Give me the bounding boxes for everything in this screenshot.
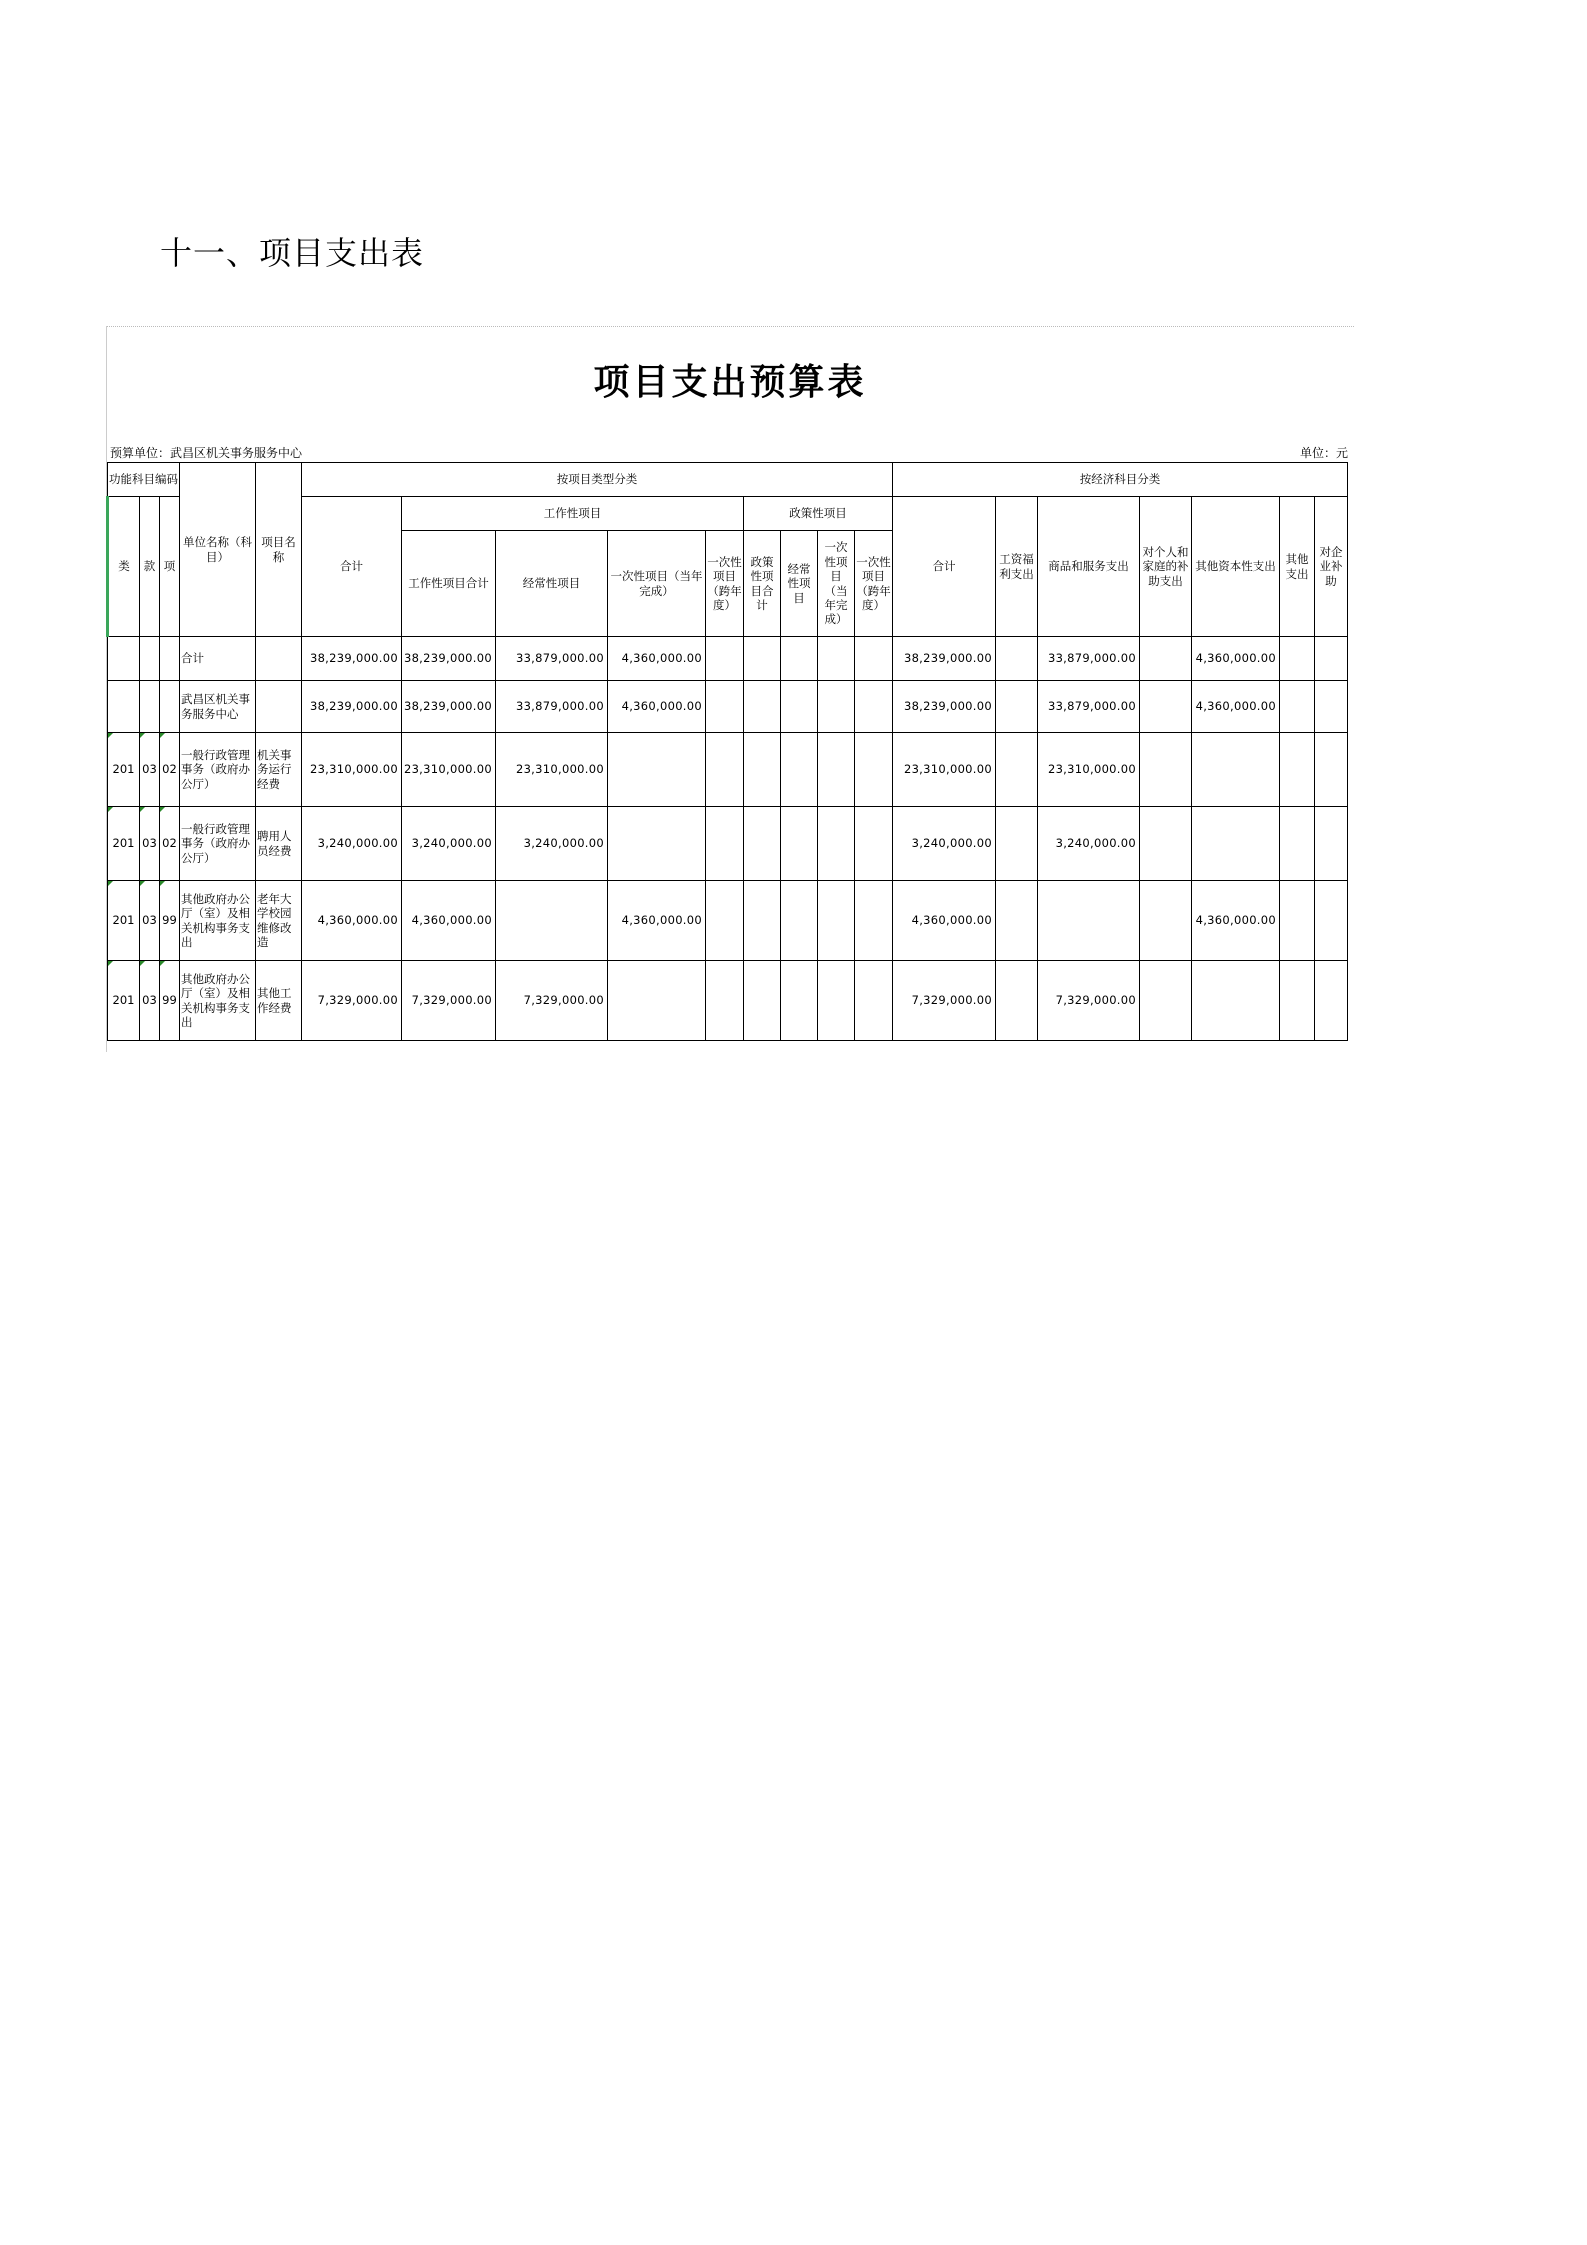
header-total: 合计 bbox=[302, 497, 402, 637]
cell-xiang: 99 bbox=[160, 961, 180, 1041]
cell-empty bbox=[818, 961, 855, 1041]
cell-goods: 3,240,000.00 bbox=[1038, 807, 1140, 881]
cell-empty bbox=[996, 733, 1038, 807]
header-other-capital: 其他资本性支出 bbox=[1192, 497, 1280, 637]
cell-project: 机关事务运行经费 bbox=[256, 733, 302, 807]
cell-econ-total: 3,240,000.00 bbox=[893, 807, 996, 881]
cell-other-capital: 4,360,000.00 bbox=[1192, 681, 1280, 733]
unit-label: 单位：元 bbox=[1299, 446, 1348, 460]
cell-empty bbox=[706, 961, 744, 1041]
cell-project bbox=[256, 637, 302, 681]
cell-empty bbox=[781, 881, 818, 961]
cell-project bbox=[256, 681, 302, 733]
cell-empty bbox=[1315, 807, 1348, 881]
cell-project: 其他工作经费 bbox=[256, 961, 302, 1041]
section-title: 十一、项目支出表 bbox=[160, 234, 425, 272]
header-work-total: 工作性项目合计 bbox=[402, 531, 496, 637]
cell-kuan: 03 bbox=[140, 961, 160, 1041]
cell-econ-total: 4,360,000.00 bbox=[893, 881, 996, 961]
cell-empty bbox=[996, 681, 1038, 733]
cell-unit: 一般行政管理事务（政府办公厅） bbox=[180, 733, 256, 807]
cell-other-capital: 4,360,000.00 bbox=[1192, 881, 1280, 961]
table-row bbox=[108, 733, 1348, 807]
cell-other-capital bbox=[1192, 733, 1280, 807]
cell-unit: 其他政府办公厅（室）及相关机构事务支出 bbox=[180, 881, 256, 961]
cell-empty bbox=[855, 961, 893, 1041]
cell-empty bbox=[1315, 681, 1348, 733]
cell-empty bbox=[744, 961, 781, 1041]
cell-lei: 201 bbox=[108, 807, 140, 881]
cell-other-capital bbox=[1192, 807, 1280, 881]
table-row bbox=[108, 637, 1348, 681]
cell-total: 38,239,000.00 bbox=[302, 681, 402, 733]
cell-empty bbox=[744, 637, 781, 681]
cell-lei bbox=[108, 637, 140, 681]
cell-empty bbox=[1140, 733, 1192, 807]
header-policy-one-time-cross: 一次性项目（跨年度） bbox=[855, 531, 893, 637]
cell-regular: 23,310,000.00 bbox=[496, 733, 608, 807]
cell-one-time: 4,360,000.00 bbox=[608, 681, 706, 733]
cell-kuan: 03 bbox=[140, 733, 160, 807]
table-row bbox=[108, 881, 1348, 961]
cell-empty bbox=[744, 881, 781, 961]
cell-total: 3,240,000.00 bbox=[302, 807, 402, 881]
cell-empty bbox=[781, 807, 818, 881]
cell-empty bbox=[1140, 637, 1192, 681]
cell-empty bbox=[706, 637, 744, 681]
cell-xiang bbox=[160, 681, 180, 733]
cell-project: 老年大学校园维修改造 bbox=[256, 881, 302, 961]
cell-empty bbox=[855, 733, 893, 807]
header-kuan: 款 bbox=[140, 497, 160, 637]
header-by-project-type: 按项目类型分类 bbox=[302, 463, 893, 497]
cell-empty bbox=[855, 807, 893, 881]
header-wage-welfare: 工资福利支出 bbox=[996, 497, 1038, 637]
cell-unit: 其他政府办公厅（室）及相关机构事务支出 bbox=[180, 961, 256, 1041]
cell-empty bbox=[855, 681, 893, 733]
cell-empty bbox=[818, 733, 855, 807]
cell-empty bbox=[996, 881, 1038, 961]
cell-lei bbox=[108, 681, 140, 733]
cell-unit: 合计 bbox=[180, 637, 256, 681]
cell-empty bbox=[744, 807, 781, 881]
cell-work-total: 4,360,000.00 bbox=[402, 881, 496, 961]
header-lei: 类 bbox=[108, 497, 140, 637]
header-personal-subsidy: 对个人和家庭的补助支出 bbox=[1140, 497, 1192, 637]
cell-empty bbox=[1140, 807, 1192, 881]
cell-kuan: 03 bbox=[140, 807, 160, 881]
cell-one-time bbox=[608, 961, 706, 1041]
cell-empty bbox=[1280, 807, 1315, 881]
cell-empty bbox=[1280, 881, 1315, 961]
header-econ-total: 合计 bbox=[893, 497, 996, 637]
cell-goods: 23,310,000.00 bbox=[1038, 733, 1140, 807]
cell-xiang bbox=[160, 637, 180, 681]
cell-work-total: 38,239,000.00 bbox=[402, 637, 496, 681]
header-func-code: 功能科目编码 bbox=[108, 463, 180, 497]
header-policy-total: 政策性项目合计 bbox=[744, 531, 781, 637]
cell-kuan bbox=[140, 637, 160, 681]
cell-empty bbox=[818, 807, 855, 881]
cell-one-time: 4,360,000.00 bbox=[608, 637, 706, 681]
cell-regular: 33,879,000.00 bbox=[496, 637, 608, 681]
sheet-top-border bbox=[106, 326, 1354, 327]
cell-kuan bbox=[140, 681, 160, 733]
cell-total: 4,360,000.00 bbox=[302, 881, 402, 961]
cell-other-capital: 4,360,000.00 bbox=[1192, 637, 1280, 681]
cell-empty bbox=[818, 637, 855, 681]
budget-sheet bbox=[106, 326, 1354, 1052]
project-expenditure-table bbox=[106, 462, 1348, 1041]
cell-lei: 201 bbox=[108, 961, 140, 1041]
header-one-time-current: 一次性项目（当年完成） bbox=[608, 531, 706, 637]
cell-regular: 33,879,000.00 bbox=[496, 681, 608, 733]
header-policy-one-time-current: 一次性项目（当年完成） bbox=[818, 531, 855, 637]
cell-work-total: 7,329,000.00 bbox=[402, 961, 496, 1041]
cell-goods: 33,879,000.00 bbox=[1038, 637, 1140, 681]
header-by-econ: 按经济科目分类 bbox=[893, 463, 1348, 497]
header-project-name: 项目名称 bbox=[256, 463, 302, 637]
cell-work-total: 3,240,000.00 bbox=[402, 807, 496, 881]
cell-regular: 3,240,000.00 bbox=[496, 807, 608, 881]
cell-empty bbox=[1280, 681, 1315, 733]
cell-empty bbox=[1315, 961, 1348, 1041]
cell-unit: 武昌区机关事务服务中心 bbox=[180, 681, 256, 733]
cell-regular bbox=[496, 881, 608, 961]
cell-empty bbox=[1140, 961, 1192, 1041]
cell-empty bbox=[1140, 881, 1192, 961]
cell-goods: 33,879,000.00 bbox=[1038, 681, 1140, 733]
cell-work-total: 38,239,000.00 bbox=[402, 681, 496, 733]
cell-one-time: 4,360,000.00 bbox=[608, 881, 706, 961]
budget-unit-label: 预算单位：武昌区机关事务服务中心 bbox=[110, 446, 303, 460]
cell-regular: 7,329,000.00 bbox=[496, 961, 608, 1041]
cell-empty bbox=[1280, 733, 1315, 807]
cell-one-time bbox=[608, 807, 706, 881]
header-one-time-cross: 一次性项目（跨年度） bbox=[706, 531, 744, 637]
cell-empty bbox=[996, 961, 1038, 1041]
cell-empty bbox=[996, 807, 1038, 881]
table-title: 项目支出预算表 bbox=[593, 361, 867, 403]
cell-lei: 201 bbox=[108, 733, 140, 807]
cell-econ-total: 7,329,000.00 bbox=[893, 961, 996, 1041]
cell-kuan: 03 bbox=[140, 881, 160, 961]
header-enterprise-subsidy: 对企业补助 bbox=[1315, 497, 1348, 637]
cell-work-total: 23,310,000.00 bbox=[402, 733, 496, 807]
header-policy-projects: 政策性项目 bbox=[744, 497, 893, 531]
cell-unit: 一般行政管理事务（政府办公厅） bbox=[180, 807, 256, 881]
header-goods-services: 商品和服务支出 bbox=[1038, 497, 1140, 637]
cell-goods: 7,329,000.00 bbox=[1038, 961, 1140, 1041]
table-row bbox=[108, 961, 1348, 1041]
cell-econ-total: 38,239,000.00 bbox=[893, 681, 996, 733]
cell-econ-total: 38,239,000.00 bbox=[893, 637, 996, 681]
cell-goods bbox=[1038, 881, 1140, 961]
cell-project: 聘用人员经费 bbox=[256, 807, 302, 881]
cell-econ-total: 23,310,000.00 bbox=[893, 733, 996, 807]
header-work-projects: 工作性项目 bbox=[402, 497, 744, 531]
cell-empty bbox=[744, 733, 781, 807]
cell-lei: 201 bbox=[108, 881, 140, 961]
header-xiang: 项 bbox=[160, 497, 180, 637]
cell-empty bbox=[818, 681, 855, 733]
header-policy-regular: 经常性项目 bbox=[781, 531, 818, 637]
cell-empty bbox=[1140, 681, 1192, 733]
header-other-exp: 其他支出 bbox=[1280, 497, 1315, 637]
cell-other-capital bbox=[1192, 961, 1280, 1041]
cell-one-time bbox=[608, 733, 706, 807]
cell-empty bbox=[1280, 961, 1315, 1041]
cell-empty bbox=[781, 681, 818, 733]
cell-empty bbox=[781, 637, 818, 681]
table-row bbox=[108, 807, 1348, 881]
cell-empty bbox=[818, 881, 855, 961]
table-row bbox=[108, 681, 1348, 733]
cell-empty bbox=[781, 961, 818, 1041]
cell-empty bbox=[706, 807, 744, 881]
header-unit-name: 单位名称（科目） bbox=[180, 463, 256, 637]
cell-empty bbox=[855, 881, 893, 961]
cell-total: 7,329,000.00 bbox=[302, 961, 402, 1041]
cell-empty bbox=[996, 637, 1038, 681]
cell-empty bbox=[855, 637, 893, 681]
cell-empty bbox=[706, 681, 744, 733]
cell-xiang: 02 bbox=[160, 807, 180, 881]
cell-xiang: 99 bbox=[160, 881, 180, 961]
cell-xiang: 02 bbox=[160, 733, 180, 807]
header-regular: 经常性项目 bbox=[496, 531, 608, 637]
cell-empty bbox=[744, 681, 781, 733]
cell-empty bbox=[1315, 881, 1348, 961]
cell-empty bbox=[1315, 733, 1348, 807]
cell-empty bbox=[706, 881, 744, 961]
cell-empty bbox=[1315, 637, 1348, 681]
cell-total: 38,239,000.00 bbox=[302, 637, 402, 681]
cell-empty bbox=[781, 733, 818, 807]
cell-empty bbox=[1280, 637, 1315, 681]
cell-total: 23,310,000.00 bbox=[302, 733, 402, 807]
cell-empty bbox=[706, 733, 744, 807]
